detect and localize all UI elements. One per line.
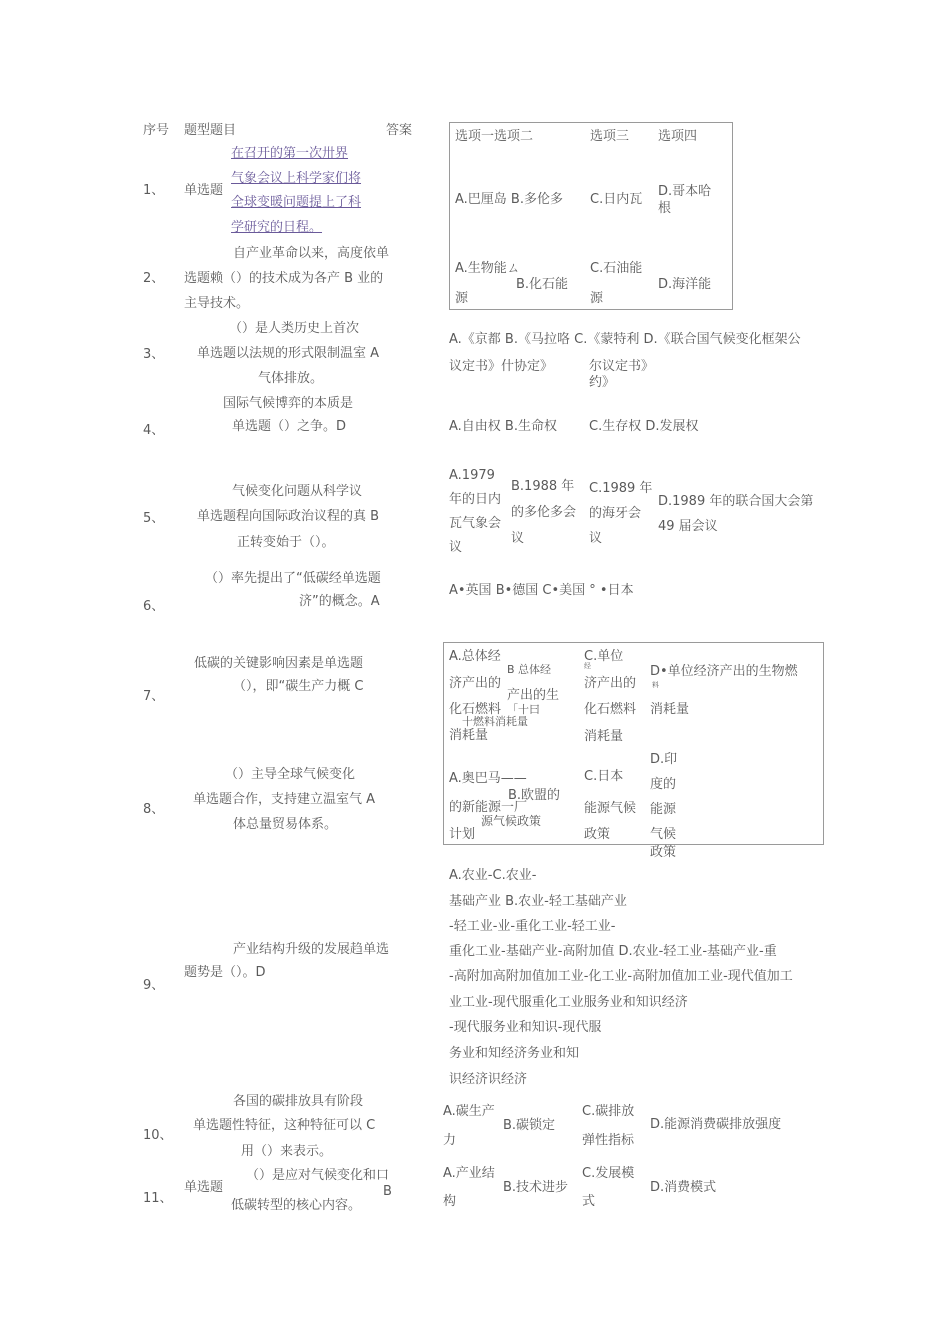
header-option3: 选项三	[590, 129, 630, 144]
q1-text-line[interactable]: 气象会议上科学家们将	[231, 171, 362, 186]
q4-options: C.生存权 D.发展权	[589, 419, 699, 434]
q3-text-line: （）是人类历史上首次	[229, 321, 360, 336]
q11-option-c: C.发展模	[582, 1166, 635, 1181]
q8-option-c: 能源气候	[584, 801, 637, 816]
q5-text-line: 单选题程向国际政治议程的真 B	[197, 509, 380, 524]
q2-number: 2、	[143, 271, 165, 286]
q1-option-c: C.日内瓦	[590, 192, 643, 207]
q10-option-a: 力	[443, 1133, 457, 1148]
q6-number: 6、	[143, 599, 165, 614]
q2-text-line: 主导技术。	[184, 296, 250, 311]
q3-options: A.《京都 B.《马拉咯 C.《蒙特利 D.《联合国气候变化框架公	[449, 332, 801, 347]
q5-option-d: 49 届会议	[658, 519, 718, 534]
q7-option-a: A.总体经	[449, 649, 501, 664]
q8-option-a: 计划	[449, 827, 476, 842]
q5-option-c: C.1989 年	[589, 481, 653, 496]
q5-option-b: B.1988 年	[511, 479, 575, 494]
q9-options-line: 识经济识经济	[449, 1072, 528, 1087]
q3-options: 尔议定书》	[589, 359, 655, 374]
q1-option-ab: A.巴厘岛 B.多伦多	[455, 192, 563, 207]
q2-option-a: 源	[455, 291, 469, 306]
q7-text-line: 低碳的关键影响因素是单选题	[194, 656, 364, 671]
q9-text-line: 产业结构升级的发展趋单选	[233, 942, 390, 957]
header-seq: 序号	[143, 123, 170, 138]
q3-number: 3、	[143, 347, 165, 362]
q8-option-d: 能源	[650, 802, 677, 817]
q1-option-d: 根	[658, 201, 672, 216]
q3-text-line: 单选题以法规的形式限制温室 A	[197, 346, 380, 361]
q5-option-b: 的多伦多会	[511, 505, 577, 520]
q5-option-d: D.1989 年的联合国大会第	[658, 494, 814, 509]
q8-text-line: （）主导全球气候变化	[225, 767, 356, 782]
q9-number: 9、	[143, 978, 165, 993]
q9-options-line: A.农业-C.农业-	[449, 868, 537, 883]
q1-number: 1、	[143, 183, 165, 198]
q5-option-a: 瓦气象会	[449, 516, 502, 531]
q11-text-line: 低碳转型的核心内容。	[231, 1198, 362, 1213]
q11-option-a: A.产业结	[443, 1166, 495, 1181]
q2-option-a: A.生物能ㄙ	[455, 261, 520, 276]
header-answer: 答案	[386, 123, 413, 138]
q7-option-a: 化石燃料	[449, 702, 502, 717]
q7-option-d: 料	[652, 681, 659, 689]
header-option4: 选项四	[658, 129, 698, 144]
q10-text-line: 各国的碳排放具有阶段	[233, 1094, 364, 1109]
q8-text-line: 体总量贸易体系。	[233, 817, 338, 832]
q11-number: 11、	[143, 1191, 173, 1206]
q6-text-line: （）率先提出了“低碳经单选题	[205, 571, 381, 586]
q7-option-c: 经	[584, 662, 591, 670]
q8-option-d: 度的	[650, 777, 677, 792]
q5-text-line: 正转变始于（）。	[237, 535, 335, 550]
header-type-title: 题型题目	[184, 123, 237, 138]
q5-option-b: 议	[511, 531, 525, 546]
q3-options: 议定书》什协定》	[449, 359, 554, 374]
q9-options-line: 重化工业-基础产业-高附加值 D.农业-轻工业-基础产业-重	[449, 944, 777, 959]
q8-option-c: C.日本	[584, 769, 624, 784]
q8-option-a: A.奥巴马——	[449, 771, 527, 786]
q9-options-line: -轻工业-业-重化工业-轻工业-	[449, 919, 616, 934]
q6-options: A•英国 B•德国 C•美国 ° •日本	[449, 583, 634, 598]
q7-option-a: 消耗量	[449, 728, 489, 743]
q8-option-d: D.印	[650, 752, 678, 767]
q4-text-line: 国际气候博弈的本质是	[223, 396, 354, 411]
q1-type: 单选题	[184, 183, 224, 198]
q7-option-c: 消耗量	[584, 729, 624, 744]
q7-number: 7、	[143, 689, 165, 704]
q7-option-b: B 总体经	[507, 663, 552, 676]
q5-option-a: 年的日内	[449, 492, 502, 507]
q2-option-d: D.海洋能	[658, 277, 712, 292]
q2-option-c: C.石油能	[590, 261, 643, 276]
q3-text-line: 气体排放。	[258, 371, 324, 386]
q11-option-c: 式	[582, 1194, 596, 1209]
q7-option-d: D•单位经济产出的生物燃	[650, 664, 798, 679]
q7-option-b: 十燃料消耗量	[462, 715, 528, 728]
q5-number: 5、	[143, 511, 165, 526]
q9-text-line: 题势是（）。D	[184, 965, 266, 980]
q7-option-b: 「十曰	[507, 703, 540, 716]
q8-option-b: B.欧盟的	[508, 788, 561, 803]
q6-text-line: 济”的概念。A	[299, 594, 380, 609]
q10-option-d: D.能源消费碳排放强度	[650, 1117, 782, 1132]
q9-options-line: 务业和知经济务业和知	[449, 1046, 580, 1061]
q7-option-b: 产出的生	[507, 688, 560, 703]
q8-text-line: 单选题合作，支持建立温室气 A	[193, 792, 376, 807]
q7-option-d: 消耗量	[650, 702, 690, 717]
q11-type: 单选题	[184, 1180, 224, 1195]
q11-option-a: 构	[443, 1194, 457, 1209]
q1-text-line[interactable]: 全球变暖问题提上了科	[231, 195, 362, 210]
q9-options-line: -现代服务业和知识-现代服	[449, 1020, 602, 1035]
q8-option-d: 政策	[650, 845, 677, 860]
q3-options: 约》	[589, 375, 616, 390]
q2-text-line: 自产业革命以来，高度依单	[233, 246, 390, 261]
q7-text-line: （），即“碳生产力概 C	[233, 679, 364, 694]
q8-option-b: 源气候政策	[481, 814, 542, 828]
q7-option-c: 化石燃料	[584, 702, 637, 717]
q11-option-b: B.技术进步	[503, 1180, 569, 1195]
q5-option-a: 议	[449, 540, 463, 555]
q11-text-line: （）是应对气候变化和口	[246, 1168, 390, 1183]
q2-option-c: 源	[590, 291, 604, 306]
q5-option-c: 议	[589, 531, 603, 546]
q10-option-a: A.碳生产	[443, 1104, 495, 1119]
q11-option-d: D.消费模式	[650, 1180, 717, 1195]
q10-text-line: 单选题性特征，这种特征可以 C	[193, 1118, 376, 1133]
q5-option-a: A.1979	[449, 468, 495, 483]
q1-text-line[interactable]: 学研究的日程。	[231, 220, 323, 235]
q4-text-line: 单选题（）之争。D	[232, 419, 347, 434]
q7-option-c: C.单位	[584, 649, 624, 664]
q5-option-c: 的海牙会	[589, 506, 642, 521]
q1-option-d: D.哥本哈	[658, 184, 712, 199]
q8-option-d: 气候	[650, 827, 677, 842]
q9-options-line: -高附加高附加值加工业-化工业-高附加值加工业-现代值加工	[449, 969, 793, 984]
q4-options: A.自由权 B.生命权	[449, 419, 557, 434]
q10-number: 10、	[143, 1128, 173, 1143]
q8-number: 8、	[143, 802, 165, 817]
q2-option-b: B.化石能	[516, 277, 569, 292]
q10-option-c: 弹性指标	[582, 1133, 635, 1148]
q10-option-b: B.碳锁定	[503, 1118, 556, 1133]
q9-options-line: 基础产业 B.农业-轻工基础产业	[449, 894, 627, 909]
q10-text-line: 用（）来表示。	[241, 1144, 333, 1159]
q9-options-line: 业工业-现代服重化工业服务业和知识经济	[449, 995, 688, 1010]
q8-option-c: 政策	[584, 827, 611, 842]
q7-option-c: 济产出的	[584, 676, 637, 691]
q1-text-line[interactable]: 在召开的第一次卅界	[231, 146, 349, 161]
q2-text-line: 选题赖（）的技术成为各产 B 业的	[184, 271, 384, 286]
q4-number: 4、	[143, 423, 165, 438]
header-options: 选项一选项二	[455, 129, 534, 144]
q8-option-a: 的新能源一厂	[449, 800, 528, 815]
q10-option-c: C.碳排放	[582, 1104, 635, 1119]
q11-answer: B	[383, 1184, 392, 1199]
q7-option-a: 济产出的	[449, 676, 502, 691]
q5-text-line: 气候变化问题从科学议	[232, 484, 363, 499]
